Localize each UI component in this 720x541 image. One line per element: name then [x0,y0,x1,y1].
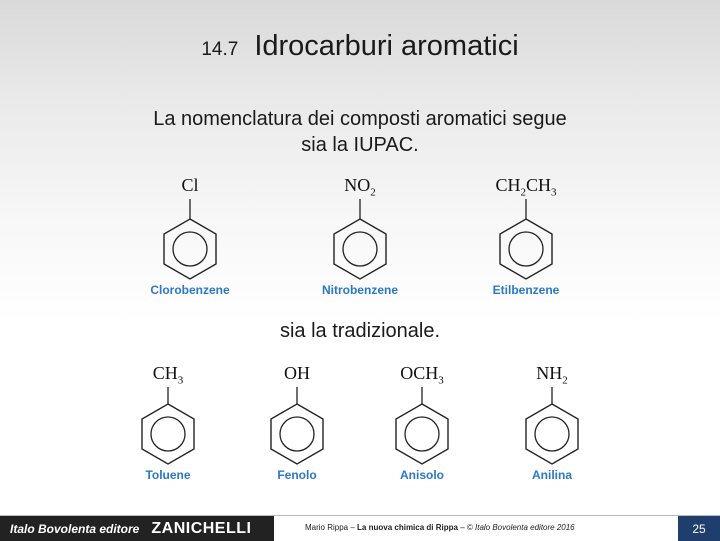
molecule-name: Clorobenzene [150,283,230,297]
molecule-name: Anilina [531,468,572,482]
molecule-formula: OH [284,363,310,383]
molecule-toluene [108,358,228,498]
molecule-formula: Cl [181,175,199,195]
molecule-formula: $NO_2$ [344,175,376,199]
publisher-logo [0,516,274,541]
publisher-name: Italo Bovolenta editore [10,521,140,536]
title-text: Idrocarburi aromatici [254,30,519,62]
section-number: 14.7 [201,39,239,60]
intro-line-1: La nomenclatura dei composti aromatici segue [153,108,567,130]
molecule-nitrobenzene [300,170,420,310]
page-number: 25 [678,516,720,541]
footer-credit [305,523,665,532]
intro-text [80,106,640,158]
credit-book: La nuova chimica di Rippa [357,523,458,532]
footer [0,515,720,541]
molecule-formula: $CH_2CH_3$ [495,175,557,199]
intro-line-3: sia la tradizionale. [279,320,441,342]
molecule-formula: $CH_3$ [152,363,184,387]
molecule-clorobenzene [130,170,250,310]
molecule-formula: $NH_2$ [536,363,568,387]
credit-author: Mario Rippa – [305,523,355,532]
molecule-fenolo [237,358,357,498]
molecule-name: Fenolo [277,468,317,482]
molecule-name: Etilbenzene [492,283,560,297]
molecule-name: Toluene [145,468,191,482]
molecule-anilina [492,358,612,498]
slide-title [0,30,720,80]
molecule-etilbenzene [466,170,586,310]
molecule-anisolo [362,358,482,498]
intro-line-2: sia la IUPAC. [301,134,419,156]
publisher-brand: ZANICHELLI [151,519,252,537]
molecule-name: Nitrobenzene [321,283,398,297]
molecule-formula: $OCH_3$ [400,363,444,387]
molecule-name: Anisolo [400,468,444,482]
credit-rights: – © Italo Bovolenta editore 2016 [460,523,575,532]
